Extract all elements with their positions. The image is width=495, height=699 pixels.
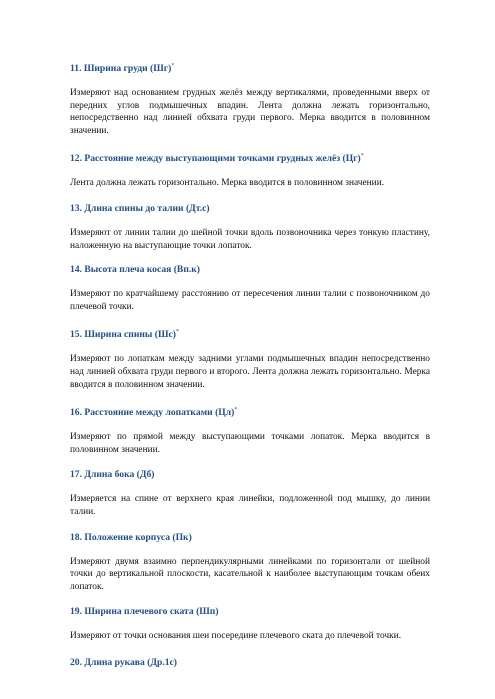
- section-19: [70, 606, 430, 643]
- section-text: Измеряется на спине от верхнего края линейки, подложенной под мышку, до линии талии.: [70, 494, 430, 517]
- section-text: Измеряют от линии талии до шейной точки вдоль позвоночника через тонкую пластину, наложенную на выступающие точки лопаток.: [70, 227, 430, 251]
- section-heading: 15. Ширина спины (Шс)*: [70, 329, 179, 341]
- footnote-mark: *: [171, 63, 175, 69]
- section-17: [70, 469, 430, 518]
- section-20: [70, 657, 430, 669]
- section-text: Измеряют по прямой между выступающими точками лопаток. Мерка вводится в половинном значении.: [70, 432, 430, 455]
- section-14: [70, 264, 430, 313]
- section-text: Измеряют по кратчайшему расстоянию от пересечения линии талии с позвоночником до плечевой точки.: [70, 289, 430, 312]
- section-16: [70, 404, 430, 456]
- section-heading: 16. Расстояние между лопатками (Цл)*: [70, 407, 238, 419]
- section-heading: 19. Ширина плечевого ската (Шп): [70, 606, 219, 618]
- section-11: [70, 60, 430, 137]
- footnote-mark: *: [360, 153, 364, 160]
- section-text: Измеряют над основанием грудных желёз между вертикалями, проведенными вверх от передних углов подмышечных впадин. Лента должна лежать горизонтально, непосредственно над линией обхвата груди первого. Мерка вводится в половинном значении.: [70, 88, 430, 136]
- section-heading: 11. Ширина груди (Шг)*: [70, 63, 175, 74]
- section-heading: 14. Высота плеча косая (Вп.к): [70, 264, 200, 276]
- section-heading: 13. Длина спины до талии (Дт.с): [70, 202, 210, 214]
- section-15: [70, 326, 430, 391]
- section-12: [70, 150, 430, 190]
- document-page: [70, 60, 430, 681]
- footnote-mark: *: [234, 407, 238, 414]
- section-heading: 17. Длина бока (Дб): [70, 469, 155, 481]
- section-text: Измеряют от точки основания шеи посередине плечевого ската до плечевой точки.: [70, 631, 402, 642]
- section-18: [70, 532, 430, 594]
- section-heading: 12. Расстояние между выступающими точками грудных желёз (Цг)*: [70, 153, 364, 165]
- section-heading: 18. Положение корпуса (Пк): [70, 531, 192, 543]
- section-text: Измеряют двумя взаимно перпендикулярными линейками по горизонтали от шейной точки до вертикальной плоскости, касательной к наиболее выступающим точкам обеих лопаток.: [70, 556, 430, 592]
- section-text: Измеряют по лопаткам между задними углами подмышечных впадин непосредственно над линией обхвата груди первого и второго. Лента должна лежать горизонтально. Мерка вводится в половинном значении.: [70, 354, 430, 390]
- footnote-mark: *: [175, 329, 179, 336]
- section-text: Лента должна лежать горизонтально. Мерка вводится в половинном значении.: [70, 178, 385, 189]
- section-13: [70, 203, 430, 252]
- section-heading: 20. Длина рукава (Др.1с): [70, 656, 177, 668]
